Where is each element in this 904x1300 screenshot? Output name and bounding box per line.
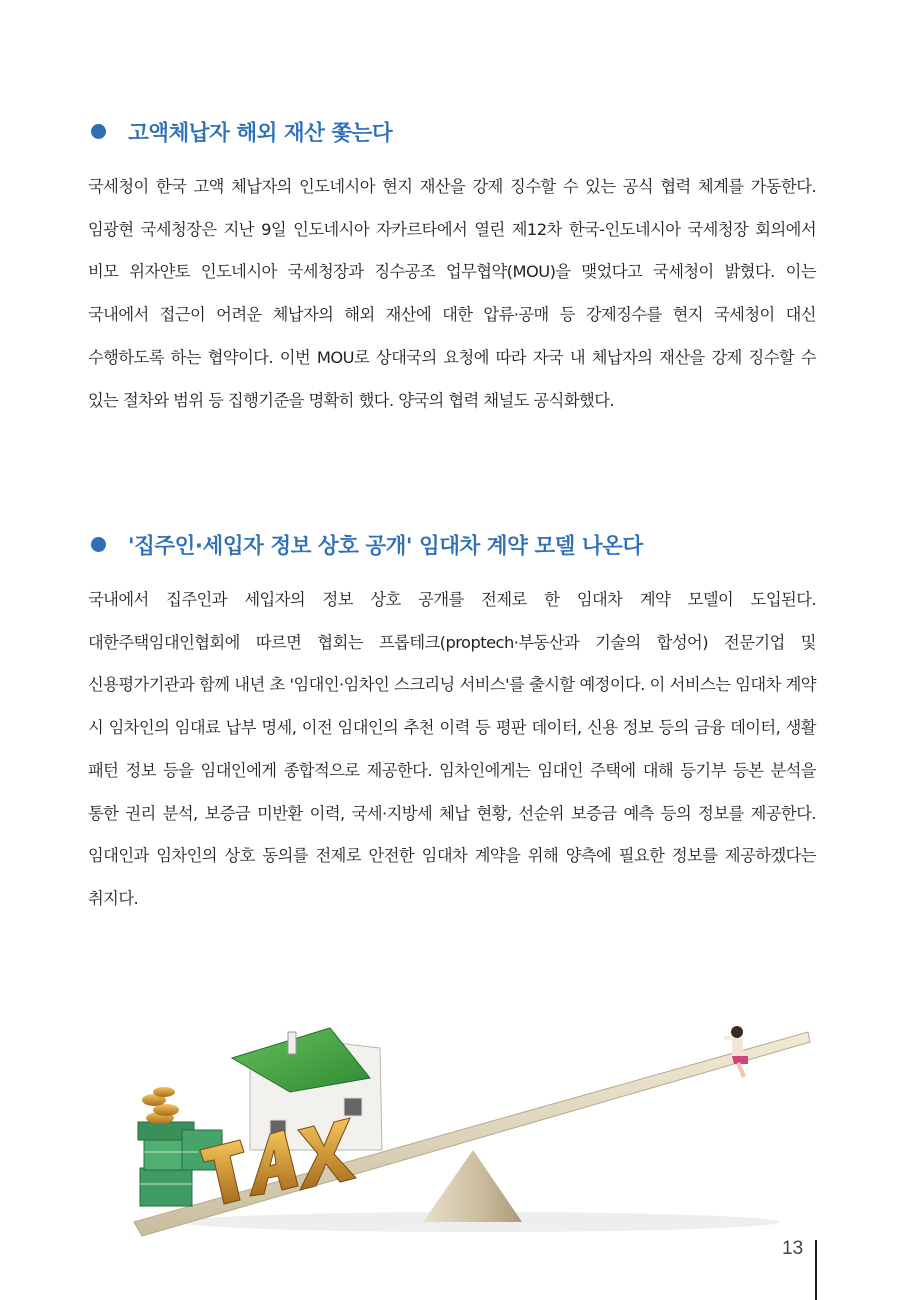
money-stack [138,1122,222,1206]
section-body: 국내에서 집주인과 세입자의 정보 상호 공개를 전제로 한 임대차 계약 모델이 도입된다. 대한주택임대인협회에 따르면 협회는 프롭테크(proptech·부동산과 기술의 합성어) 전문기업 및 신용평가기관과 함께 내년 초 '임대인·임차인 스크리닝 서비스'를 출시할 예정이다. 이 서비스는 임대차 계약 시 임차인의 임대료 납부 명세, 이전 임대인의 추천 이력 등 평판 데이터, 신용 정보 등의 금융 데이터, 생활 패턴 정보 등을 임대인에게 종합적으로 제공한다. 임차인에게는 임대인 주택에 대해 등기부 등본 분석을 통한 권리 분석, 보증금 미반환 이력, 국세·지방세 체납 현황, 선순위 보증금 예측 등의 정보를 제공한다. 임대인과 임차인의 상호 동의를 전제로 안전한 임대차 계약을 위해 양측에 필요한 정보를 제공하겠다는 취지다. [88,590,816,908]
section-heading-text: '집주인·세입자 정보 상호 공개' 임대차 계약 모델 나온다 [128,533,643,559]
page-number-rule [815,1240,817,1300]
section-lease-model [88,527,816,921]
section-heading-text: 고액체납자 해외 재산 쫓는다 [128,120,393,146]
seesaw-tax-illustration [120,1000,820,1240]
bullet-icon [91,124,106,139]
bullet-icon [91,537,106,552]
page-number: 13 [782,1238,804,1259]
section-overseas-assets [88,114,816,422]
section-heading [88,527,816,561]
section-heading [88,114,816,148]
seesaw-fulcrum [423,1150,522,1222]
section-body: 국세청이 한국 고액 체납자의 인도네시아 현지 재산을 강제 징수할 수 있는 공식 협력 체계를 가동한다. 임광현 국세청장은 지난 9일 인도네시아 자카르타에서 열린 제12차 한국-인도네시아 국세청장 회의에서 비모 위자얀토 인도네시아 국세청장과 징수공조 업무협약(MOU)을 맺었다고 국세청이 밝혔다. 이는 국내에서 접근이 어려운 체납자의 해외 재산에 대한 압류·공매 등 강제징수를 현지 국세청이 대신 수행하도록 하는 협약이다. 이번 MOU로 상대국의 요청에 따라 자국 내 체납자의 재산을 강제 징수할 수 있는 절차와 범위 등 집행기준을 명확히 했다. 양국의 협력 채널도 공식화했다. [88,177,816,410]
gold-coins [142,1087,179,1124]
